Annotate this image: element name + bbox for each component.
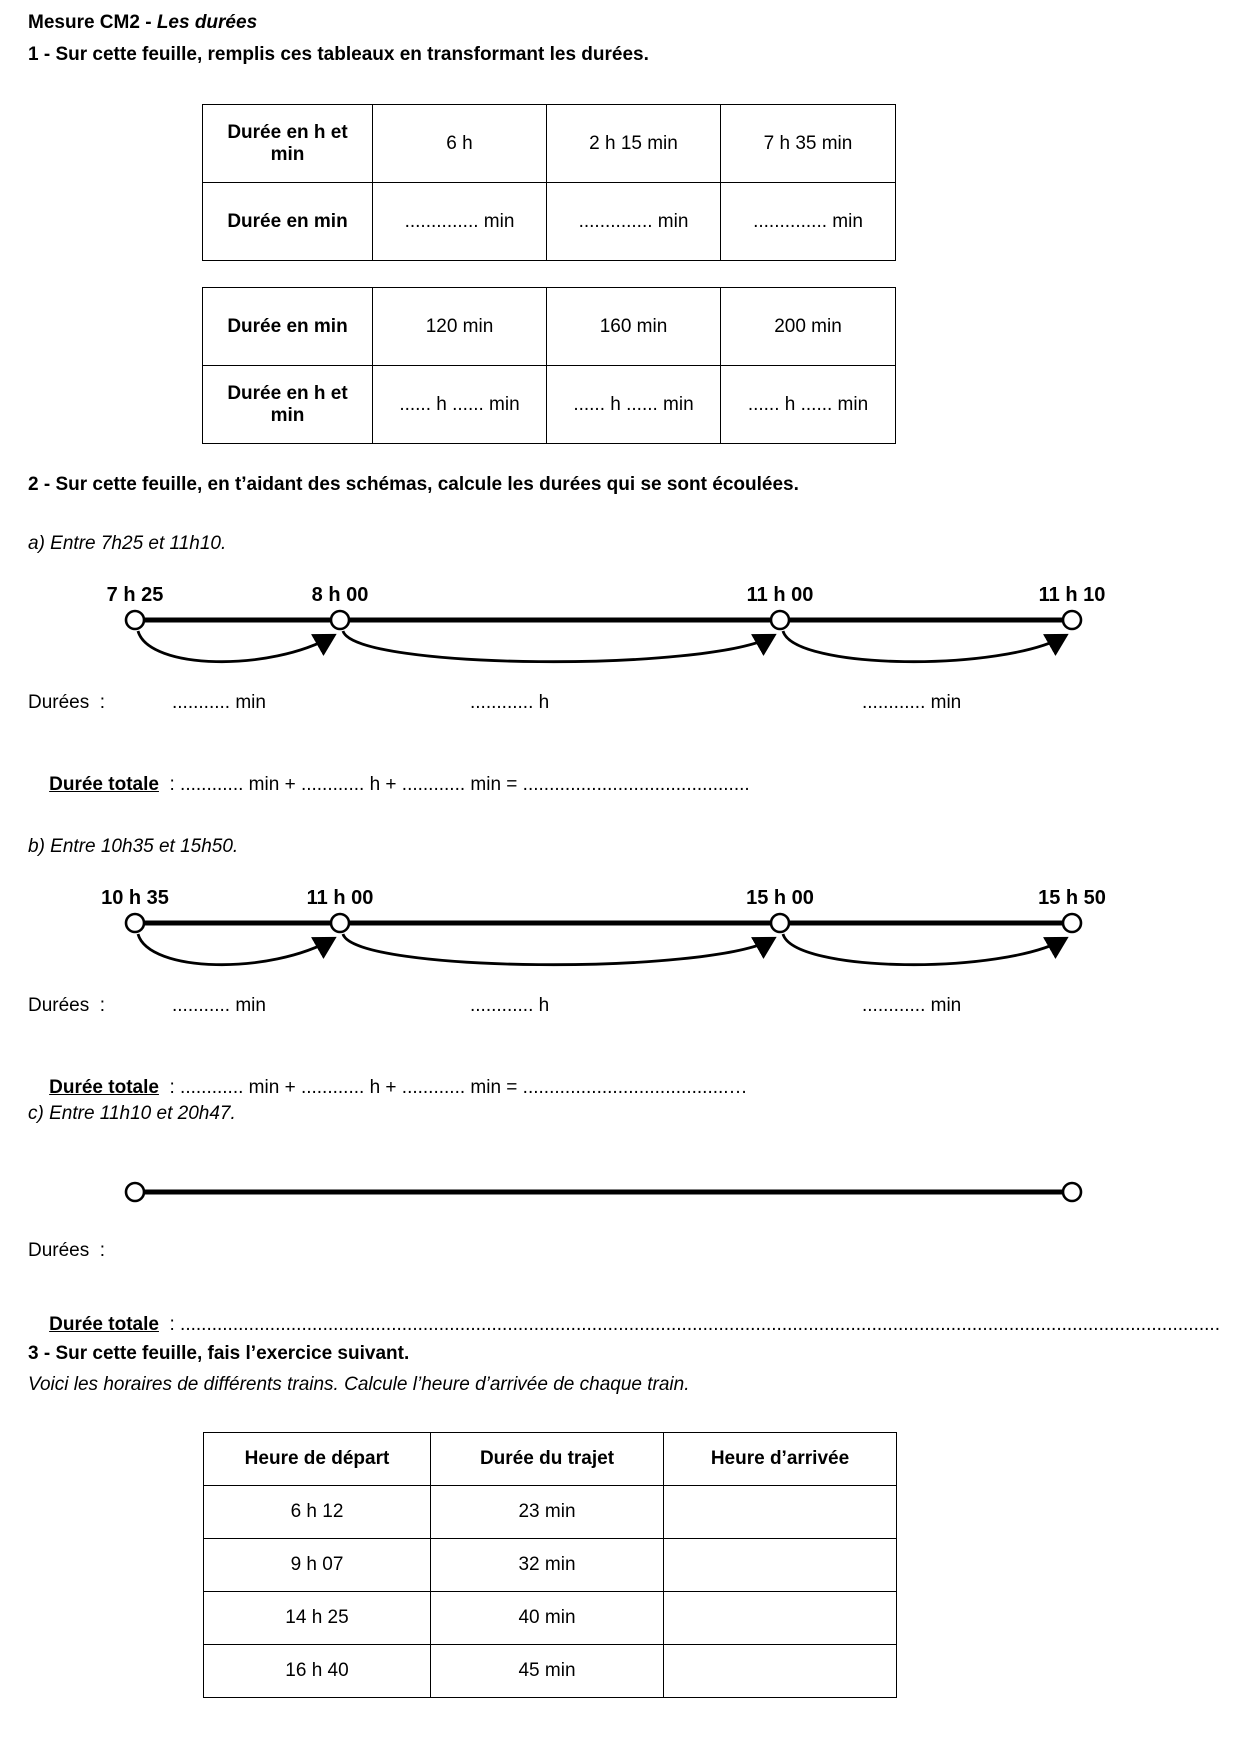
table-cell: 200 min [721, 288, 896, 366]
row-label: Durée en min [203, 183, 373, 261]
table-cell: 40 min [431, 1592, 664, 1645]
duration-arc-arrow [783, 934, 1065, 965]
duree-blank-min: ............ min [862, 692, 962, 713]
time-point-label: 15 h 00 [746, 887, 814, 909]
duree-totale-label: Durée totale [49, 1077, 159, 1098]
duree-blank-h: ............ h [470, 995, 550, 1016]
table-cell: 45 min [431, 1645, 664, 1698]
answer-blank-cell: ...... h ...... min [547, 366, 721, 444]
time-point-label: 8 h 00 [311, 584, 369, 606]
answer-blank-cell: ...... h ...... min [373, 366, 547, 444]
duration-arc-arrow [343, 934, 773, 965]
column-header: Heure d’arrivée [664, 1433, 897, 1486]
table-row [203, 105, 896, 183]
time-point-marker [331, 914, 349, 932]
table-cell: 120 min [373, 288, 547, 366]
timeline-diagram-c [0, 1160, 1241, 1230]
time-point-marker [331, 611, 349, 629]
time-point-marker [1063, 914, 1081, 932]
time-point-label: 11 h 00 [746, 584, 814, 606]
duree-totale-label: Durée totale [49, 1314, 159, 1335]
time-point-marker [126, 611, 144, 629]
page-title [28, 12, 257, 34]
time-point-label: 11 h 10 [1038, 584, 1106, 606]
time-point-marker [126, 1183, 144, 1201]
table-cell: 6 h [373, 105, 547, 183]
table-cell: 6 h 12 [204, 1486, 431, 1539]
duree-blank-min: ........... min [172, 692, 266, 713]
exercise2c-label: c) Entre 11h10 et 20h47. [28, 1103, 236, 1124]
table-row [203, 288, 896, 366]
table-cell: 7 h 35 min [721, 105, 896, 183]
time-point-marker [771, 914, 789, 932]
answer-blank-cell [664, 1539, 897, 1592]
answer-blank-cell [664, 1592, 897, 1645]
duration-arc-arrow [138, 934, 333, 965]
duree-blank-min: ............ min [862, 995, 962, 1016]
duration-arc-arrow [783, 631, 1065, 662]
table-cell: 2 h 15 min [547, 105, 721, 183]
time-point-label: 11 h 00 [306, 887, 374, 909]
durees-row-c: Durées : [28, 1240, 106, 1261]
answer-blank-cell: .............. min [721, 183, 896, 261]
duree-totale-blanks: : ............ min + ............ h + ............ min = .......................................… [158, 1077, 748, 1098]
durees-label: Durées : [28, 995, 106, 1016]
durees-row-a [0, 692, 1241, 716]
exercise1-heading: 1 - Sur cette feuille, remplis ces tableaux en transformant les durées. [28, 44, 649, 65]
timeline-diagram-b [0, 878, 1241, 990]
duree-totale-row-a [28, 752, 750, 818]
time-point-marker [771, 611, 789, 629]
table-cell: 14 h 25 [204, 1592, 431, 1645]
time-point-marker [1063, 611, 1081, 629]
table-row [204, 1539, 897, 1592]
durees-row-b [0, 995, 1241, 1019]
exercise2a-label: a) Entre 7h25 et 11h10. [28, 533, 227, 554]
duration-arc-arrow [138, 631, 333, 662]
answer-blank-cell [664, 1486, 897, 1539]
answer-blank-cell: ...... h ...... min [721, 366, 896, 444]
duree-totale-blanks: : ..................................................................................................................................................................................................... [158, 1314, 1220, 1335]
column-header: Heure de départ [204, 1433, 431, 1486]
answer-blank-cell [664, 1645, 897, 1698]
table-row [204, 1486, 897, 1539]
time-point-marker [126, 914, 144, 932]
table-row [203, 366, 896, 444]
answer-blank-cell: .............. min [373, 183, 547, 261]
time-point-label: 15 h 50 [1038, 887, 1106, 909]
table-row [203, 183, 896, 261]
duree-totale-label: Durée totale [49, 774, 159, 795]
answer-blank-cell: .............. min [547, 183, 721, 261]
row-label: Durée en h et min [203, 366, 373, 444]
train-schedule-table [203, 1432, 897, 1698]
table-cell: 23 min [431, 1486, 664, 1539]
table-cell: 32 min [431, 1539, 664, 1592]
row-label: Durée en min [203, 288, 373, 366]
table-cell: 16 h 40 [204, 1645, 431, 1698]
durees-label: Durées : [28, 692, 106, 713]
duration-arc-arrow [343, 631, 773, 662]
table-header-row [204, 1433, 897, 1486]
table-cell: 160 min [547, 288, 721, 366]
time-point-label: 10 h 35 [101, 887, 169, 909]
duree-blank-h: ............ h [470, 692, 550, 713]
duree-totale-row-c [28, 1292, 1220, 1335]
conversion-table-hours-to-min [202, 104, 896, 261]
column-header: Durée du trajet [431, 1433, 664, 1486]
page-title-topic: Les durées [156, 12, 258, 33]
conversion-table-min-to-hours [202, 287, 896, 444]
table-cell: 9 h 07 [204, 1539, 431, 1592]
duree-blank-min: ........... min [172, 995, 266, 1016]
time-point-label: 7 h 25 [106, 584, 164, 606]
exercise3-subheading: Voici les horaires de différents trains. Calcule l’heure d’arrivée de chaque train. [28, 1374, 690, 1395]
table-row [204, 1592, 897, 1645]
table-row [204, 1645, 897, 1698]
exercise3-heading: 3 - Sur cette feuille, fais l’exercice suivant. [28, 1343, 410, 1364]
timeline-diagram-a [0, 575, 1241, 687]
exercise2-heading: 2 - Sur cette feuille, en t’aidant des schémas, calcule les durées qui se sont écoulées. [28, 474, 799, 495]
duree-totale-blanks: : ............ min + ............ h + ............ min = ........................................... [158, 774, 750, 795]
time-point-marker [1063, 1183, 1081, 1201]
page-title-prefix: Mesure CM2 - [28, 12, 157, 33]
row-label: Durée en h et min [203, 105, 373, 183]
exercise2b-label: b) Entre 10h35 et 15h50. [28, 836, 239, 857]
